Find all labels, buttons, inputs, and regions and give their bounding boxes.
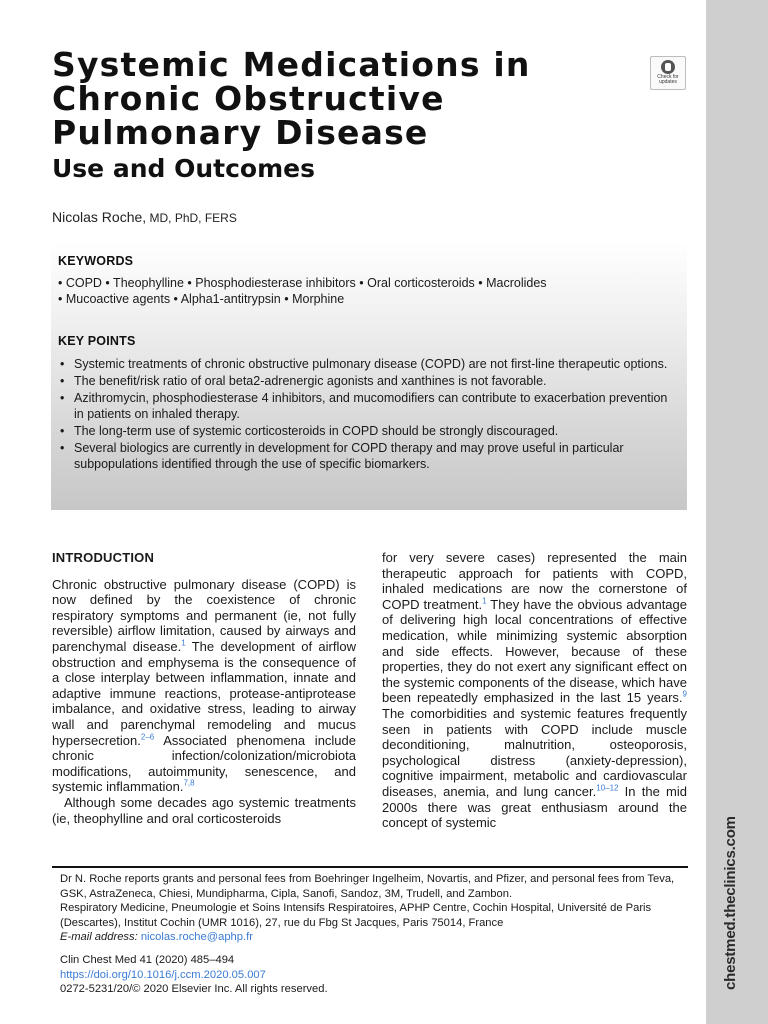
author-line [52, 209, 237, 225]
reference-link[interactable]: 1 [181, 638, 186, 648]
key-point-item: • The benefit/risk ratio of oral beta2-adrenergic agonists and xanthines is not favorable. [58, 373, 678, 389]
key-point-item: • Azithromycin, phosphodiesterase 4 inhibitors, and mucomodifiers can contribute to exacerbation prevention in patients on inhaled therapy. [58, 390, 678, 422]
reference-link[interactable]: 1 [482, 596, 487, 606]
keywords-list [58, 275, 678, 307]
affiliation-text: Respiratory Medicine, Pneumologie et Soins Intensifs Respiratoires, APHP Centre, Cochin Hospital, Université de Paris (Descartes), Institut Cochin (UMR 1016), 27, rue du Fbg St Jacques, Paris 75014, France [60, 902, 652, 929]
keywords-line-2: • Mucoactive agents • Alpha1-antitrypsin • Morphine [58, 292, 345, 306]
article-subtitle: Use and Outcomes [52, 154, 315, 183]
col2-text-a: for very severe cases) represented the main therapeutic approach for patients with COPD, inhaled medications are now the cornerstone of COPD treatment. [382, 550, 687, 612]
keywords-line-1: • COPD • Theophylline • Phosphodiesterase inhibitors • Oral corticosteroids • Macrolides [58, 276, 547, 290]
title-line-1: Systemic Medications in [52, 45, 531, 84]
key-points-list [58, 356, 678, 473]
intro-paragraph-2: Although some decades ago systemic treatments (ie, theophylline and oral corticosteroids [52, 794, 356, 826]
badge-line-2: updates [659, 79, 677, 85]
email-link[interactable]: nicolas.roche@aphp.fr [140, 931, 253, 943]
col2-text-b: They have the obvious advantage of delivering high local concentrations of effective medication, while minimizing systemic absorption and side effects. However, because of these properties, they do not exert any significant effect on the systemic components of the disease, which have been repeatedly emphasized in the last 15 years. [382, 596, 687, 706]
key-point-item: • The long-term use of systemic corticosteroids in COPD should be strongly discouraged. [58, 423, 678, 439]
key-points-heading: KEY POINTS [58, 334, 136, 348]
journal-citation: Clin Chest Med 41 (2020) 485–494 [60, 954, 235, 966]
col2-text-d: In the mid 2000s there was great enthusiasm around the concept of systemic [382, 783, 687, 831]
title-line-2: Chronic Obstructive [52, 79, 445, 118]
doi-link[interactable]: https://doi.org/10.1016/j.ccm.2020.05.007 [60, 968, 266, 981]
reference-link[interactable]: 9 [682, 690, 687, 700]
reference-link[interactable]: 7,8 [183, 778, 195, 788]
journal-site-label: chestmed.theclinics.com [722, 816, 739, 990]
intro-text-a: Chronic obstructive pulmonary disease (COPD) is now defined by the coexistence of chronic respiratory symptoms and permanent (ie, not fully reversible) airflow limitation, caused by airways and parenchymal disease. [52, 576, 356, 654]
introduction-heading: INTRODUCTION [52, 550, 155, 565]
reference-link[interactable]: 2–6 [140, 732, 155, 742]
intro-text-c: Associated phenomena include chronic infection/colonization/microbiota modifications, autoimmunity, senescence, and systemic inflammation. [52, 732, 356, 795]
check-for-updates-badge[interactable] [650, 56, 686, 90]
intro-text-b: The development of airflow obstruction and emphysema is the consequence of a close interplay between inflammation, innate and adaptive immune reactions, protease-antiprotease imbalance, and oxidative stress, leading to airway wall and parenchymal remodeling and mucus hypersecretion. [52, 638, 356, 748]
title-line-3: Pulmonary Disease [52, 113, 429, 152]
footnote-divider [52, 866, 688, 868]
key-point-item: • Several biologics are currently in development for COPD therapy and may prove useful in particular subpopulations identified through the use of specific biomarkers. [58, 440, 678, 472]
reference-link[interactable]: 10–12 [596, 783, 619, 793]
keywords-heading: KEYWORDS [58, 254, 134, 268]
article-title [52, 45, 612, 152]
email-line [60, 930, 684, 945]
key-point-item: • Systemic treatments of chronic obstructive pulmonary disease (COPD) are not first-line therapeutic options. [58, 356, 678, 372]
footnote-block [60, 872, 684, 945]
author-name: Nicolas Roche, [52, 209, 147, 225]
intro-paragraph-1 [52, 577, 356, 795]
col2-text-c: The comorbidities and systemic features frequently seen in patients with COPD include muscle deconditioning, malnutrition, osteoporosis, psychological distress (anxiety-depression), cognitive impairment, metabolic and cardiovascular diseases, anemia, and lung cancer. [382, 705, 687, 799]
keywords-keypoints-box [51, 242, 687, 510]
right-sidebar-band [706, 0, 768, 1024]
badge-line-1: Check for [657, 74, 679, 80]
email-label: E-mail address: [60, 931, 138, 943]
disclosure-text: Dr N. Roche reports grants and personal fees from Boehringer Ingelheim, Novartis, and Pfizer, and personal fees from Teva, GSK, AstraZeneca, Chiesi, Mundipharma, Cipla, Sanofi, Sandoz, 3M, Trudell, and Zambon. [60, 873, 675, 900]
citation-block [60, 953, 560, 997]
check-for-updates-icon [661, 60, 675, 74]
intro-paragraph-2-continued [382, 550, 687, 831]
body-column-left [52, 550, 356, 826]
author-credentials: MD, PhD, FERS [146, 211, 237, 225]
body-column-right [382, 550, 687, 831]
copyright-line: 0272-5231/20/© 2020 Elsevier Inc. All rights reserved. [60, 983, 328, 995]
